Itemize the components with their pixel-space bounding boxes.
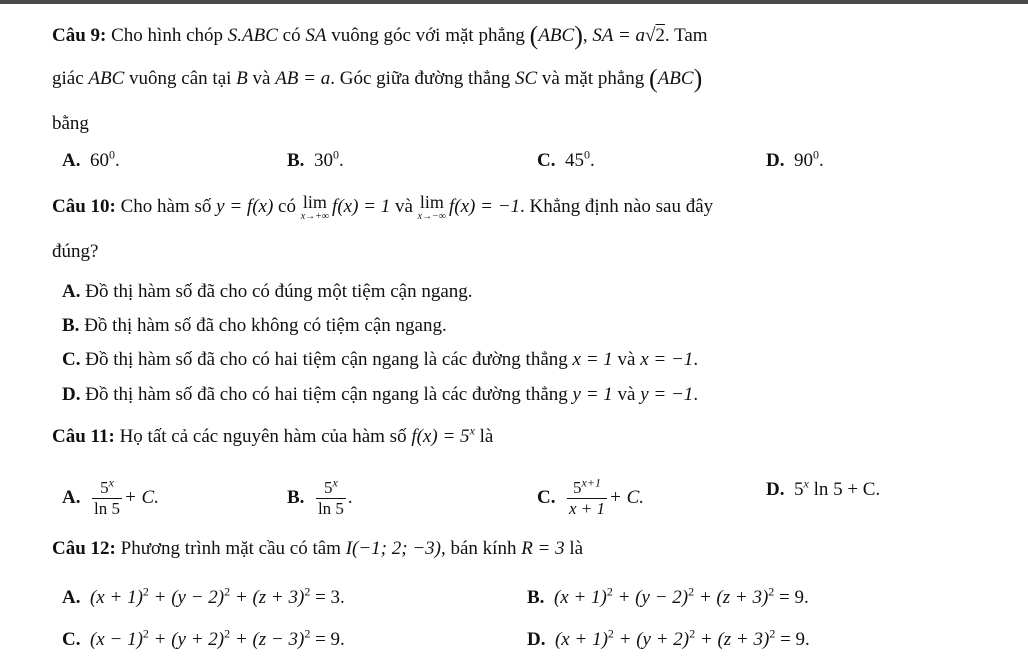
limit-2: [418, 193, 446, 222]
top-border: [0, 0, 1028, 4]
q12-text: Phương trình mặt cầu có tâm: [120, 538, 346, 559]
q12-option-a: [62, 586, 345, 610]
q9-option-c: [537, 149, 595, 173]
q10-line-1: [52, 193, 713, 222]
fraction: [567, 475, 607, 519]
q9-math: ABC: [88, 68, 125, 89]
q9-text: ,: [582, 25, 593, 46]
option-letter: B.: [287, 486, 305, 508]
option-letter: D.: [62, 384, 81, 405]
option-value: 30: [313, 150, 333, 171]
square-sup: 2: [688, 584, 695, 599]
fraction-denominator: x + 1: [568, 499, 606, 518]
square-sup: 2: [768, 584, 775, 599]
option-letter: D.: [766, 479, 785, 500]
q10-math: y = f(x): [216, 195, 274, 217]
option-letter: C.: [537, 150, 556, 171]
fraction: [316, 475, 346, 519]
q12-option-d: [527, 628, 810, 652]
rhs: = 9.: [775, 629, 810, 650]
numerator-exponent: x: [108, 475, 114, 490]
q9-option-a: [62, 149, 120, 173]
q11-text: là: [474, 426, 494, 447]
q12-line-1: [52, 537, 583, 561]
q10-option-a: [62, 280, 473, 304]
option-tail: + C.: [123, 486, 159, 508]
degree-sup: 0: [108, 147, 115, 162]
option-letter: D.: [766, 150, 785, 171]
numerator-exponent: x+1: [581, 475, 601, 490]
term: (x − 1): [89, 629, 143, 650]
q9-text: Cho hình chóp: [111, 25, 228, 46]
numerator-exponent: x: [332, 475, 338, 490]
option-letter: A.: [62, 486, 81, 508]
q9-line-2: giác ABC vuông cân tại B và AB = a. Góc giữa đường thẳng SC và mặt phẳng (ABC): [52, 64, 703, 93]
option-tail: ln 5 + C.: [808, 479, 881, 500]
q10-line-2: đúng?: [52, 241, 99, 262]
q9-text: và: [247, 68, 276, 89]
option-text: và: [612, 384, 641, 405]
q12-math: R = 3: [521, 538, 565, 559]
q12-text: là: [564, 538, 584, 559]
option-end: .: [338, 150, 344, 171]
limit-1: [301, 193, 329, 222]
q10-text: Cho hàm số: [120, 195, 217, 217]
q9-math: ABC: [538, 25, 575, 46]
q9-math: SC: [514, 68, 538, 89]
fraction-denominator: ln 5: [93, 499, 120, 518]
option-math: y = 1: [572, 384, 613, 405]
q9-text: vuông cân tại: [124, 68, 237, 89]
rhs: = 9.: [310, 629, 345, 650]
term: (x + 1): [553, 587, 607, 608]
option-letter: A.: [62, 150, 81, 171]
option-tail: .: [347, 486, 353, 508]
q9-line-1: Câu 9: Cho hình chóp S.ABC có SA vuông góc với mặt phẳng (ABC), SA = a√2. Tam: [52, 21, 708, 50]
q10-text: có: [273, 195, 301, 217]
q11-label: Câu 11:: [52, 426, 115, 447]
q12-option-c: [62, 628, 345, 652]
option-letter: A.: [62, 587, 81, 608]
option-tail: + C.: [609, 486, 645, 508]
q9-option-d: [766, 149, 824, 173]
q11-option-c: [537, 475, 645, 519]
option-end: .: [589, 150, 595, 171]
option-text: Đồ thị hàm số đã cho có hai tiệm cận ngang là các đường thẳng: [85, 349, 573, 370]
q12-text: , bán kính: [440, 538, 522, 559]
q9-option-b: [287, 149, 344, 173]
term: + (y + 2): [613, 629, 690, 650]
square-sup: 2: [224, 584, 231, 599]
q11-option-a: [62, 475, 159, 519]
fraction-numerator: 5: [324, 478, 333, 497]
term: + (z + 3): [695, 629, 770, 650]
option-value: 90: [793, 150, 813, 171]
q10-text: . Khẳng định nào sau đây: [520, 195, 714, 217]
fraction-numerator: 5: [100, 478, 109, 497]
square-sup: 2: [142, 584, 149, 599]
q9-math: SA: [305, 25, 327, 46]
rhs: = 3.: [310, 587, 345, 608]
q11-option-d: [766, 478, 880, 502]
q9-math: AB = a: [275, 68, 331, 89]
q9-text: vuông góc với mặt phẳng: [326, 25, 530, 46]
q10-option-c: [62, 348, 698, 372]
lim-subscript: x→−∞: [417, 211, 446, 222]
q12-option-b: [527, 586, 809, 610]
q9-text: . Tam: [664, 25, 708, 46]
sqrt-sign: √: [644, 25, 656, 46]
option-letter: C.: [62, 629, 81, 650]
q11-math: f(x) = 5: [411, 426, 470, 447]
square-sup: 2: [689, 626, 696, 641]
q12-label: Câu 12:: [52, 538, 116, 559]
term: + (y − 2): [148, 587, 225, 608]
term: + (z + 3): [694, 587, 769, 608]
q9-text: . Góc giữa đường thẳng: [330, 68, 515, 89]
option-letter: A.: [62, 281, 81, 302]
square-sup: 2: [607, 626, 614, 641]
q10-option-b: [62, 314, 447, 338]
option-letter: C.: [537, 486, 556, 508]
option-base: 5: [793, 479, 804, 500]
option-text: Đồ thị hàm số đã cho có đúng một tiệm cận ngang.: [85, 281, 473, 302]
option-value: 45: [564, 150, 584, 171]
fraction-numerator: 5: [573, 478, 582, 497]
option-end: .: [114, 150, 120, 171]
lim-word: lim: [302, 192, 327, 212]
option-text: Đồ thị hàm số đã cho có hai tiệm cận ngang là các đường thẳng: [85, 384, 573, 405]
q9-math: SA = a: [592, 25, 645, 46]
q9-text: có: [277, 25, 306, 46]
option-letter: B.: [287, 150, 305, 171]
option-letter: B.: [527, 587, 545, 608]
degree-sup: 0: [812, 147, 819, 162]
sqrt-radicand: 2: [655, 25, 665, 46]
q12-math: I(−1; 2; −3): [345, 538, 441, 559]
lim-subscript: x→+∞: [300, 211, 330, 222]
base-exponent: x: [803, 476, 809, 491]
q11-text: Họ tất cả các nguyên hàm của hàm số: [119, 426, 412, 447]
q9-text: giác: [52, 68, 89, 89]
term: + (y − 2): [612, 587, 689, 608]
term: + (z − 3): [230, 629, 305, 650]
q11-line-1: [52, 425, 493, 449]
option-math: x = −1: [640, 349, 694, 370]
option-value: 60: [89, 150, 109, 171]
square-sup: 2: [304, 626, 311, 641]
term: (x + 1): [89, 587, 143, 608]
q11-exponent: x: [469, 423, 475, 438]
degree-sup: 0: [583, 147, 590, 162]
q10-option-d: [62, 383, 698, 407]
square-sup: 2: [224, 626, 231, 641]
q9-line-3: bằng: [52, 113, 89, 134]
term: + (z + 3): [230, 587, 305, 608]
square-sup: 2: [606, 584, 613, 599]
q9-math: ABC: [657, 68, 694, 89]
rhs: = 9.: [774, 587, 809, 608]
option-math: y = −1: [640, 384, 694, 405]
q10-math: f(x) = −1: [449, 195, 521, 217]
option-end: .: [693, 349, 699, 370]
q9-label: Câu 9:: [52, 25, 107, 46]
square-sup: 2: [304, 584, 311, 599]
fraction: [92, 475, 122, 519]
q10-math: f(x) = 1: [332, 195, 391, 217]
term: + (y + 2): [148, 629, 225, 650]
q9-text: và mặt phẳng: [537, 68, 650, 89]
fraction-denominator: ln 5: [317, 499, 344, 518]
q11-option-b: [287, 475, 353, 519]
option-text: và: [612, 349, 641, 370]
square-sup: 2: [769, 626, 776, 641]
square-sup: 2: [142, 626, 149, 641]
option-letter: B.: [62, 315, 80, 336]
option-end: .: [693, 384, 699, 405]
term: (x + 1): [554, 629, 608, 650]
option-letter: D.: [527, 629, 546, 650]
lim-word: lim: [419, 192, 444, 212]
option-end: .: [818, 150, 824, 171]
option-text: Đồ thị hàm số đã cho không có tiệm cận ngang.: [84, 315, 447, 336]
q9-math: S.ABC: [227, 25, 278, 46]
q10-label: Câu 10:: [52, 195, 116, 217]
degree-sup: 0: [332, 147, 339, 162]
q9-math: B: [236, 68, 248, 89]
option-letter: C.: [62, 349, 81, 370]
option-math: x = 1: [572, 349, 613, 370]
q10-text: và: [390, 195, 418, 217]
